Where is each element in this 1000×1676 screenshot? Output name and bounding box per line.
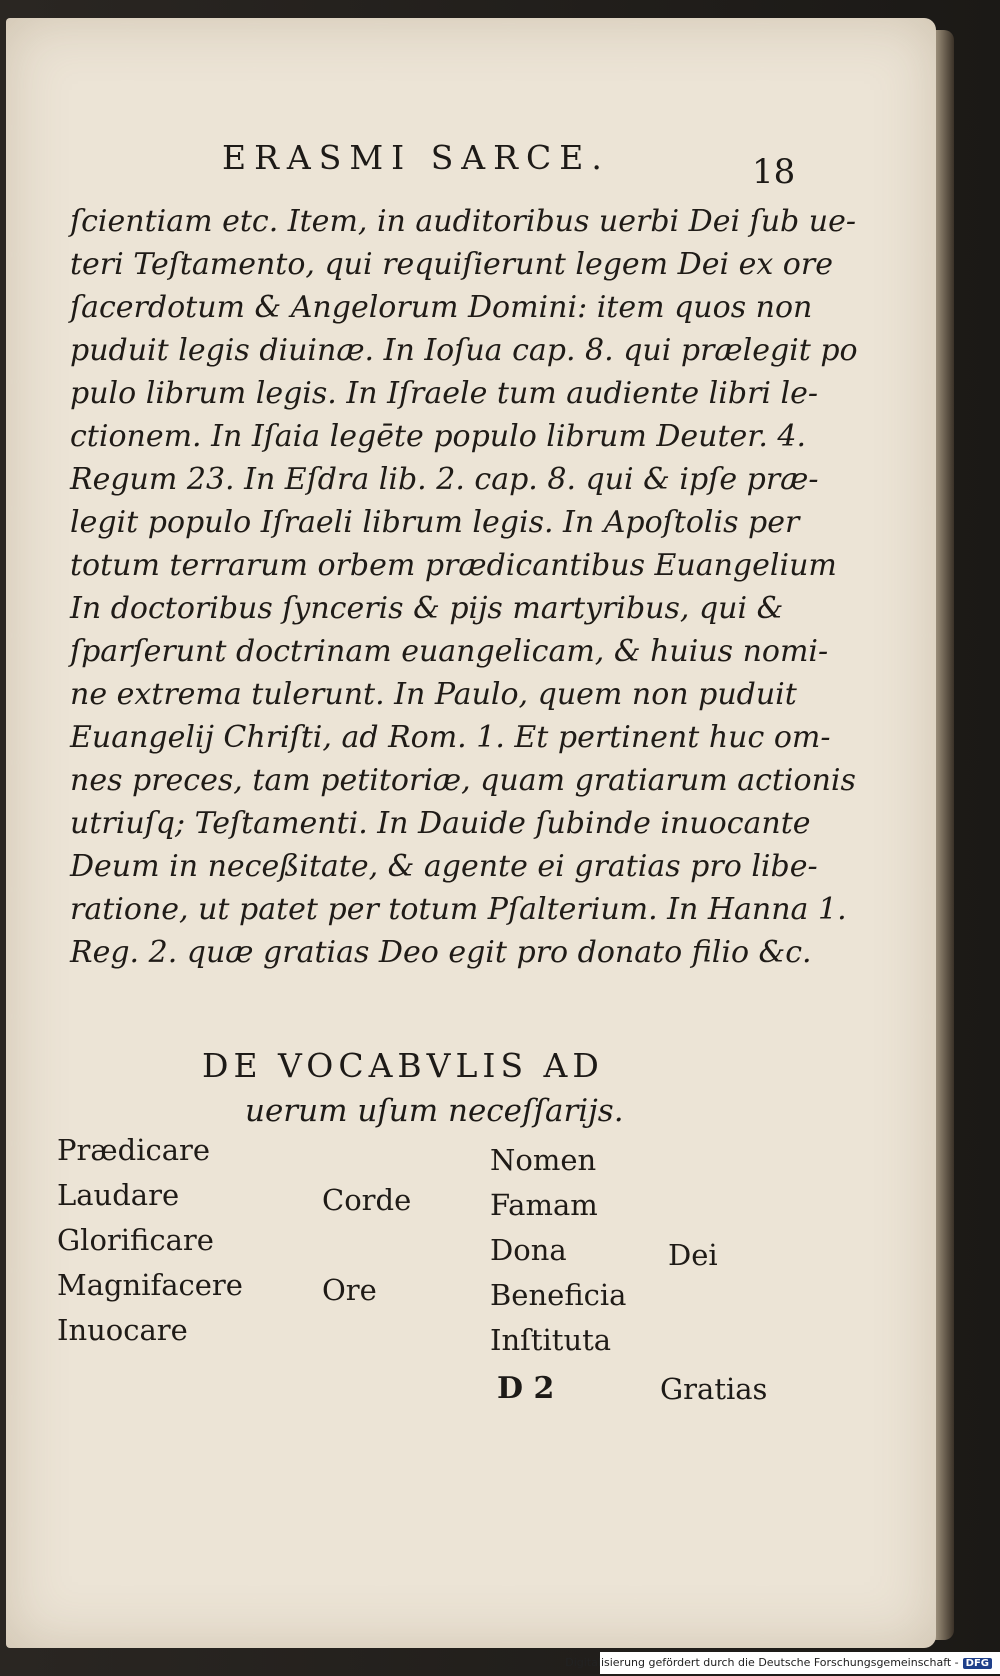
object-item: Nomen bbox=[490, 1143, 597, 1177]
body-line: Reg. 2. quæ gratias Deo egit pro donato filio &c. bbox=[70, 935, 812, 970]
verb-item: Prædicare bbox=[57, 1133, 211, 1167]
body-line: ctionem. In Iſaia legēte populo librum Deuter. 4. bbox=[70, 419, 807, 454]
verb-item: Laudare bbox=[57, 1178, 180, 1212]
body-line: pulo librum legis. In Iſraele tum audiente libri le- bbox=[70, 376, 819, 411]
body-line: totum terrarum orbem prædicantibus Euangelium bbox=[70, 548, 837, 583]
body-line: Regum 23. In Eſdra lib. 2. cap. 8. qui & ipſe præ- bbox=[70, 462, 819, 497]
body-line: Euangelij Chriſti, ad Rom. 1. Et pertinent huc om- bbox=[70, 720, 831, 755]
body-line: puduit legis diuinæ. In Ioſua cap. 8. qui prælegit po bbox=[70, 333, 858, 368]
genitive-column bbox=[668, 1238, 718, 1283]
footer-text: Digitalisierung gefördert durch die Deutsche Forschungsgemeinschaft - bbox=[565, 1656, 959, 1669]
object-item: Inſtituta bbox=[490, 1323, 612, 1357]
body-line: In doctoribus ſynceris & pijs martyribus, qui & bbox=[70, 591, 784, 626]
body-line: Deum in neceßitate, & agente ei gratias pro libe- bbox=[70, 849, 818, 884]
body-line: ſacerdotum & Angelorum Domini: item quos non bbox=[70, 290, 813, 325]
genitive-word: Dei bbox=[668, 1238, 718, 1272]
verb-item: Magnifacere bbox=[57, 1268, 243, 1302]
catchword: Gratias bbox=[660, 1372, 768, 1406]
dfg-logo-icon: DFG bbox=[963, 1658, 992, 1669]
mode-item: Corde bbox=[322, 1183, 412, 1217]
body-line: legit populo Iſraeli librum legis. In Apoſtolis per bbox=[70, 505, 800, 540]
object-item: Famam bbox=[490, 1188, 598, 1222]
signature-mark: D 2 bbox=[497, 1371, 555, 1406]
section-heading: DE VOCABVLIS AD bbox=[202, 1046, 604, 1085]
folio-number: 18 bbox=[752, 152, 796, 192]
body-line: ratione, ut patet per totum Pſalterium. In Hanna 1. bbox=[70, 892, 847, 927]
body-text bbox=[70, 200, 858, 974]
verb-item: Inuocare bbox=[57, 1313, 188, 1347]
mode-item: Ore bbox=[322, 1273, 377, 1307]
running-head: ERASMI SARCE. bbox=[222, 138, 610, 177]
object-item: Dona bbox=[490, 1233, 567, 1267]
funding-footer bbox=[565, 1656, 992, 1669]
modes-column bbox=[322, 1183, 411, 1363]
object-item: Beneficia bbox=[490, 1278, 627, 1312]
body-line: ſcientiam etc. Item, in auditoribus uerbi Dei ſub ue- bbox=[70, 204, 856, 239]
body-line: ne extrema tulerunt. In Paulo, quem non puduit bbox=[70, 677, 797, 712]
verbs-column bbox=[57, 1133, 243, 1358]
body-line: nes preces, tam petitoriæ, quam gratiarum actionis bbox=[70, 763, 856, 798]
verb-item: Glorificare bbox=[57, 1223, 214, 1257]
body-line: teri Teſtamento, qui requiſierunt legem Dei ex ore bbox=[70, 247, 833, 282]
section-subheading: uerum uſum neceſſarijs. bbox=[245, 1093, 624, 1129]
body-line: ſparſerunt doctrinam euangelicam, & huius nomi- bbox=[70, 634, 829, 669]
body-line: utriuſq; Teſtamenti. In Dauide ſubinde inuocante bbox=[70, 806, 811, 841]
objects-column bbox=[490, 1143, 626, 1368]
